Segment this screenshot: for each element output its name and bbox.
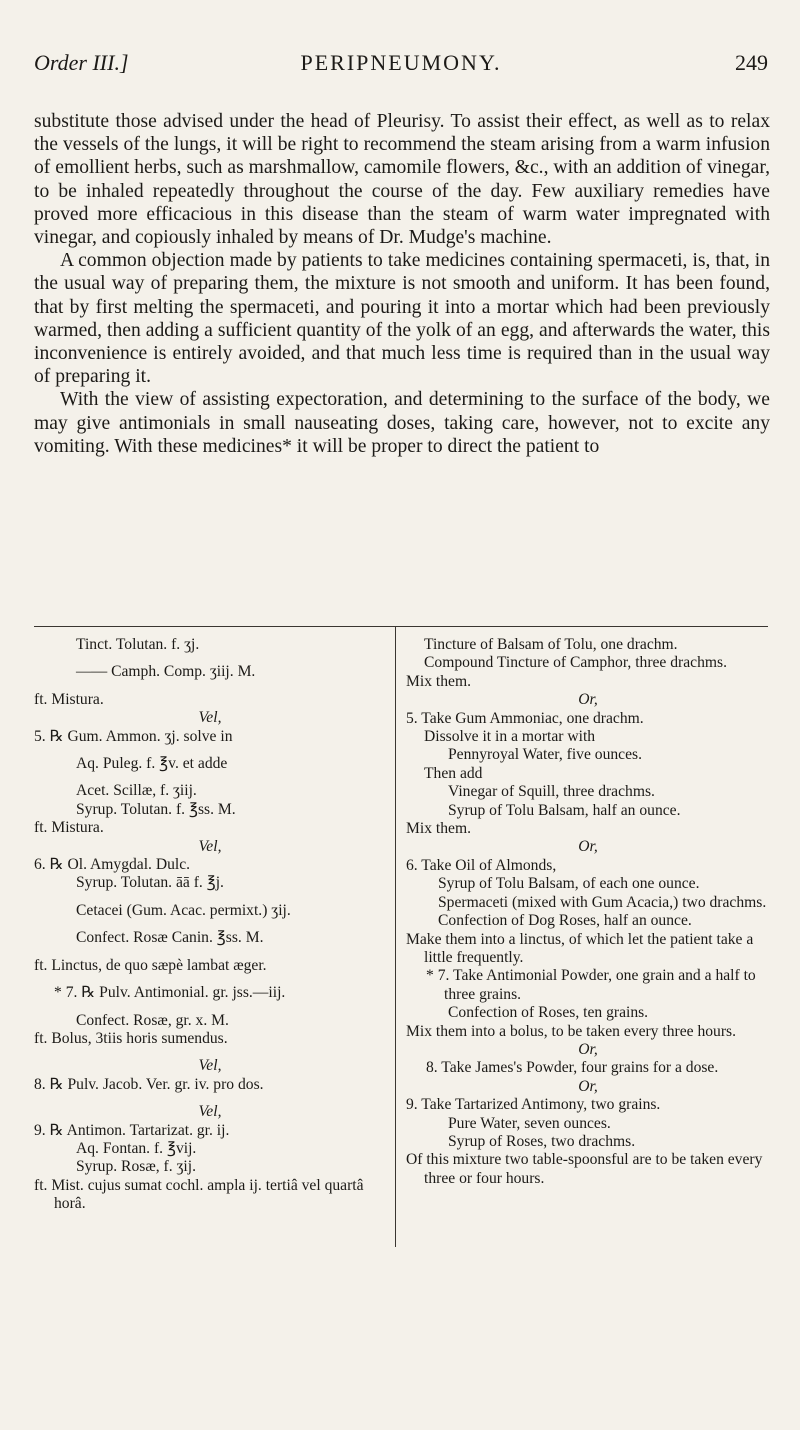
- english-line: Syrup of Tolu Balsam, half an ounce.: [448, 801, 681, 819]
- latin-line: Vel,: [198, 709, 222, 727]
- latin-line: Tinct. Tolutan. f. ʒj.: [76, 636, 200, 653]
- english-line: * 7. Take Antimonial Powder, one grain and a half to three grains.: [426, 967, 756, 1003]
- paragraph-1: substitute those advised under the head of Pleurisy. To assist their effect, as well as to relax the vessels of the lungs, it will be right to recommend the steam arising from a warm infusion of emollient herbs, such as marshmallow, camomile flowers, &c., with an addition of vinegar, to be inhaled repeatedly throughout the course of the day. Few auxiliary remedies have proved more efficacious in this disease than the steam of warm water impregnated with vinegar, and copiously inhaled by means of Dr. Mudge's machine.: [34, 111, 770, 249]
- latin-line: Syrup. Tolutan. āā f. ℥j.: [76, 874, 224, 892]
- paragraph-3: With the view of assisting expectoration, and determining to the surface of the body, we may give antimonials in small nauseating doses, taking care, however, not to excite any vomiting. With these medicines* it will be proper to direct the patient to: [34, 389, 770, 457]
- latin-line: ft. Mistura.: [34, 819, 104, 837]
- english-line: 6. Take Oil of Almonds,: [406, 856, 557, 874]
- english-line: Make them into a linctus, of which let the patient take a little frequently.: [406, 930, 754, 966]
- english-line: 8. Take James's Powder, four grains for a dose.: [426, 1059, 719, 1077]
- english-line: Spermaceti (mixed with Gum Acacia,) two drachms.: [438, 893, 767, 911]
- english-line: 9. Take Tartarized Antimony, two grains.: [406, 1096, 661, 1114]
- order-label: Order III.]: [34, 50, 129, 75]
- latin-line: Syrup. Tolutan. f. ℥ss. M.: [76, 800, 236, 818]
- footnote-divider: [34, 626, 768, 627]
- english-translations: [406, 636, 770, 1188]
- column-divider: [395, 627, 396, 1247]
- english-line: Tincture of Balsam of Tolu, one drachm.: [424, 636, 678, 653]
- main-text: [34, 110, 770, 458]
- latin-line: ft. Mist. cujus sumat cochl. ampla ij. tertiâ vel quartâ horâ.: [34, 1176, 364, 1213]
- english-line: Syrup of Tolu Balsam, of each one ounce.: [438, 875, 700, 893]
- english-line: Confection of Dog Roses, half an ounce.: [438, 912, 692, 930]
- latin-line: Confect. Rosæ Canin. ℥ss. M.: [76, 929, 264, 947]
- latin-line: ft. Bolus, 3tiis horis sumendus.: [34, 1029, 228, 1047]
- english-line: Mix them.: [406, 820, 471, 838]
- english-line: Or,: [578, 1040, 598, 1058]
- latin-line: Confect. Rosæ, gr. x. M.: [76, 1011, 229, 1029]
- latin-line: ft. Linctus, de quo sæpè lambat æger.: [34, 956, 267, 974]
- page-number: 249: [735, 50, 768, 75]
- english-line: Syrup of Roses, two drachms.: [448, 1132, 636, 1150]
- paragraph-2: A common objection made by patients to take medicines containing spermaceti, is, that, in the usual way of preparing them, the mixture is not smooth and uniform. It has been found, that by first melting the spermaceti, and pouring it into a mortar which had been previously warmed, then adding a sufficient quantity of the yolk of an egg, and afterwards the water, this inconvenience is entirely avoided, and that much less time is required than in the usual way of preparing it.: [34, 250, 770, 388]
- latin-line: ft. Mistura.: [34, 690, 104, 708]
- latin-line: 6. ℞ Ol. Amygdal. Dulc.: [34, 856, 191, 874]
- english-line: Vinegar of Squill, three drachms.: [448, 783, 655, 801]
- running-header: [34, 50, 768, 90]
- english-line: Or,: [578, 1077, 598, 1095]
- latin-line: 9. ℞ Antimon. Tartarizat. gr. ij.: [34, 1121, 230, 1139]
- english-line: Mix them.: [406, 672, 471, 690]
- latin-line: Vel,: [198, 1057, 222, 1075]
- latin-line: Aq. Fontan. f. ℥vij.: [76, 1139, 197, 1157]
- english-line: Pure Water, seven ounces.: [448, 1114, 611, 1132]
- english-line: 5. Take Gum Ammoniac, one drachm.: [406, 709, 644, 727]
- latin-line: —— Camph. Comp. ʒiij. M.: [76, 663, 256, 681]
- english-line: Of this mixture two table-spoonsful are to be taken every three or four hours.: [406, 1151, 763, 1187]
- english-line: Compound Tincture of Camphor, three drachms.: [424, 654, 727, 672]
- latin-line: 8. ℞ Pulv. Jacob. Ver. gr. iv. pro dos.: [34, 1075, 264, 1093]
- latin-line: * 7. ℞ Pulv. Antimonial. gr. jss.—iij.: [54, 984, 286, 1002]
- english-line: Dissolve it in a mortar with: [424, 728, 596, 746]
- latin-line: Cetacei (Gum. Acac. permixt.) ʒij.: [76, 901, 291, 919]
- latin-line: Vel,: [198, 837, 222, 855]
- latin-line: Syrup. Rosæ, f. ʒij.: [76, 1158, 196, 1176]
- chapter-title: PERIPNEUMONY.: [300, 50, 502, 75]
- english-line: Or,: [578, 691, 598, 709]
- latin-line: Vel,: [198, 1103, 222, 1121]
- latin-line: Aq. Puleg. f. ℥v. et adde: [76, 755, 228, 773]
- english-line: Or,: [578, 838, 598, 856]
- latin-line: 5. ℞ Gum. Ammon. ʒj. solve in: [34, 727, 233, 745]
- english-line: Then add: [424, 764, 483, 782]
- english-line: Mix them into a bolus, to be taken every three hours.: [406, 1022, 736, 1040]
- english-line: Pennyroyal Water, five ounces.: [448, 746, 642, 764]
- latin-line: Acet. Scillæ, f. ʒiij.: [76, 782, 197, 800]
- english-line: Confection of Roses, ten grains.: [448, 1004, 649, 1022]
- latin-prescriptions: [34, 636, 386, 1214]
